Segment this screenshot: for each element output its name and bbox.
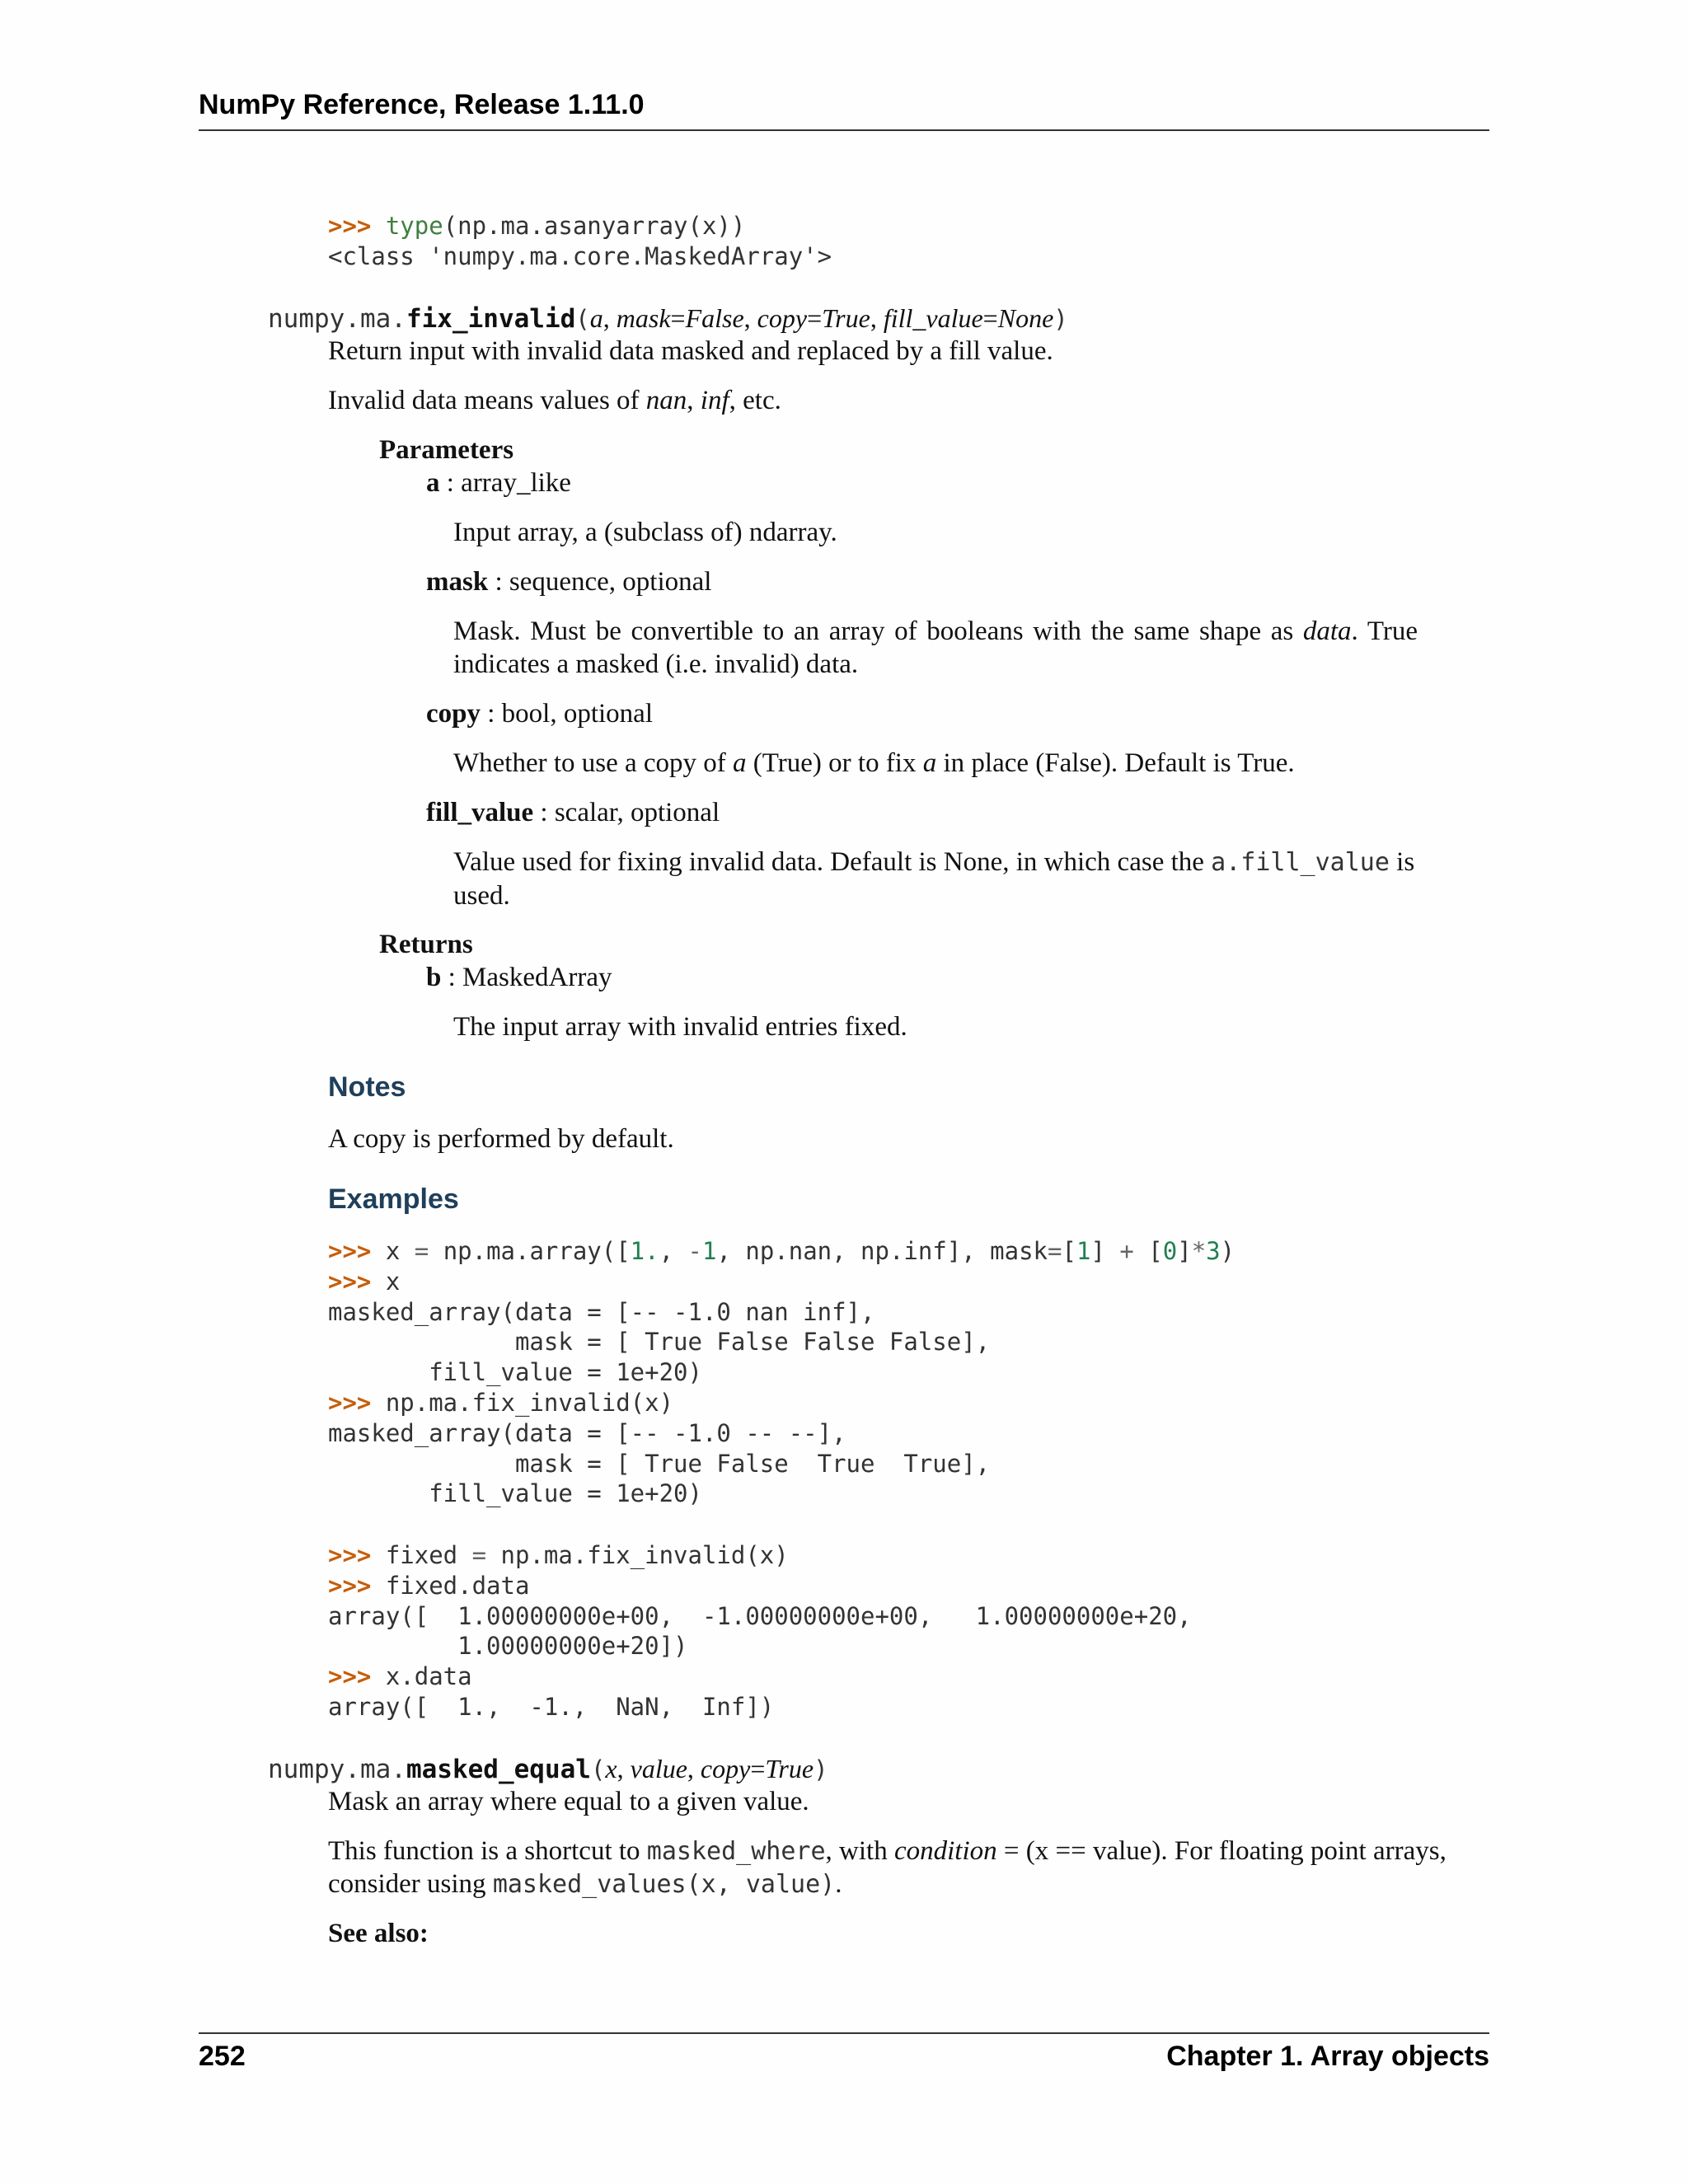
- signature-arg: fill_value: [883, 303, 983, 333]
- code-token: masked_array(data = [-- -1.0 nan inf],: [328, 1297, 875, 1326]
- return-b-description: The input array with invalid entries fixed.: [453, 1012, 907, 1042]
- invalid-data-description: Invalid data means values of nan, inf, etc.: [328, 386, 781, 415]
- code-token: array([ 1., -1., NaN, Inf]): [328, 1692, 775, 1721]
- code-token: fixed.data: [385, 1571, 530, 1600]
- code-block-examples-1: [328, 1236, 1235, 1509]
- code-token: [: [1062, 1237, 1076, 1265]
- parameters-heading: Parameters: [379, 435, 514, 465]
- examples-heading: Examples: [328, 1183, 459, 1215]
- signature-punctuation: ): [814, 1755, 828, 1783]
- code-token: array([ 1.00000000e+00, -1.00000000e+00, 1.00000000e+20,: [328, 1601, 1192, 1630]
- signature-function-name: fix_invalid: [406, 304, 576, 334]
- code-prompt: >>>: [328, 212, 386, 240]
- code-token: np.ma.fix_invalid(x): [486, 1541, 789, 1569]
- code-token: fill_value = 1e+20): [328, 1479, 702, 1508]
- code-token: np.ma.array([: [429, 1237, 631, 1265]
- code-token: ]: [1090, 1237, 1120, 1265]
- signature-default: False: [685, 303, 744, 333]
- signature-equals: =: [807, 303, 823, 333]
- signature-default: None: [997, 303, 1054, 333]
- masked-equal-summary: Mask an array where equal to a given value.: [328, 1787, 809, 1816]
- code-token: x: [385, 1237, 415, 1265]
- code-prompt: >>>: [328, 1541, 386, 1569]
- param-copy-line: copy : bool, optional: [426, 699, 653, 729]
- param-a-line: a : array_like: [426, 468, 571, 498]
- code-token: [: [1133, 1237, 1163, 1265]
- code-prompt: >>>: [328, 1237, 386, 1265]
- param-fill-value-description: Value used for fixing invalid data. Default is None, in which case the a.fill_value is used.: [453, 847, 1415, 911]
- signature-punctuation: ,: [743, 303, 757, 333]
- signature-arg: x: [605, 1754, 617, 1783]
- signature-punctuation: ,: [617, 1754, 631, 1783]
- code-token: 1: [1076, 1237, 1091, 1265]
- param-mask-line: mask : sequence, optional: [426, 567, 712, 597]
- return-b-line: b : MaskedArray: [426, 963, 612, 992]
- code-block-type-example: [328, 211, 832, 272]
- signature-module: numpy.ma.: [268, 1755, 406, 1784]
- signature-arg: copy: [700, 1754, 751, 1783]
- signature-equals: =: [982, 303, 998, 333]
- code-token: np.ma.fix_invalid(x): [385, 1388, 674, 1417]
- code-token: 3: [1206, 1237, 1221, 1265]
- code-token: <class 'numpy.ma.core.MaskedArray'>: [328, 241, 832, 270]
- param-copy-description: Whether to use a copy of a (True) or to fix a in place (False). Default is True.: [453, 748, 1295, 778]
- code-token: =: [471, 1541, 487, 1569]
- signature-punctuation: ,: [687, 1754, 701, 1783]
- code-prompt: >>>: [328, 1571, 386, 1600]
- masked-equal-description-line2: consider using masked_values(x, value).: [328, 1869, 842, 1899]
- fix-invalid-signature: [268, 303, 1068, 334]
- masked-equal-description-line1: This function is a shortcut to masked_where, with condition = (x == value). For floating point arrays,: [328, 1836, 1447, 1866]
- signature-equals: =: [670, 303, 686, 333]
- code-prompt: >>>: [328, 1388, 386, 1417]
- code-token: fixed: [385, 1541, 472, 1569]
- code-token: -: [687, 1237, 702, 1265]
- signature-punctuation: (: [575, 305, 590, 333]
- code-prompt: >>>: [328, 1267, 386, 1296]
- page-number: 252: [199, 2041, 246, 2072]
- signature-function-name: masked_equal: [406, 1755, 591, 1784]
- signature-default: True: [822, 303, 870, 333]
- code-token: 1.00000000e+20]): [328, 1632, 688, 1661]
- code-token: x: [385, 1267, 401, 1296]
- signature-arg: value: [630, 1754, 687, 1783]
- code-token: 0: [1162, 1237, 1178, 1265]
- signature-punctuation: (: [590, 1755, 606, 1783]
- code-token: 1: [701, 1237, 717, 1265]
- running-footer: [199, 2041, 1489, 2073]
- signature-punctuation: ,: [870, 303, 884, 333]
- code-token: =: [414, 1237, 429, 1265]
- code-block-examples-2: [328, 1540, 1192, 1722]
- code-prompt: >>>: [328, 1662, 386, 1691]
- notes-text: A copy is performed by default.: [328, 1124, 674, 1154]
- chapter-title: Chapter 1. Array objects: [1166, 2041, 1489, 2072]
- code-token: mask = [ True False True True],: [328, 1449, 991, 1478]
- param-mask-description: Mask. Must be convertible to an array of booleans with the same shape as data. True indicates a masked (i.e. invalid) data.: [453, 616, 1418, 679]
- code-token: +: [1119, 1237, 1134, 1265]
- see-also-heading: See also:: [328, 1919, 429, 1948]
- code-token: mask = [ True False False False],: [328, 1328, 991, 1357]
- code-token: ,: [659, 1237, 688, 1265]
- code-token: fill_value = 1e+20): [328, 1358, 702, 1387]
- signature-punctuation: ): [1053, 305, 1068, 333]
- code-token: ]: [1177, 1237, 1192, 1265]
- returns-heading: Returns: [379, 930, 473, 959]
- signature-default: True: [765, 1754, 814, 1783]
- signature-arg: a: [589, 303, 603, 333]
- running-header: NumPy Reference, Release 1.11.0: [199, 89, 645, 120]
- code-token: x.data: [385, 1662, 472, 1691]
- code-token: ): [1220, 1237, 1236, 1265]
- signature-arg: copy: [757, 303, 808, 333]
- param-fill-value-line: fill_value : scalar, optional: [426, 798, 720, 827]
- code-token: 1.: [630, 1237, 659, 1265]
- code-token: type: [385, 212, 443, 240]
- code-token: masked_array(data = [-- -1.0 -- --],: [328, 1418, 846, 1447]
- header-rule: [199, 129, 1489, 131]
- masked-equal-signature: [268, 1754, 828, 1784]
- signature-punctuation: ,: [603, 303, 617, 333]
- code-token: , np.nan, np.inf], mask: [716, 1237, 1048, 1265]
- param-a-description: Input array, a (subclass of) ndarray.: [453, 518, 837, 547]
- code-token: =: [1048, 1237, 1062, 1265]
- signature-arg: mask: [616, 303, 671, 333]
- signature-module: numpy.ma.: [268, 304, 406, 334]
- signature-equals: =: [750, 1754, 766, 1783]
- code-token: (np.ma.asanyarray(x)): [443, 212, 746, 240]
- code-token: *: [1191, 1237, 1207, 1265]
- fix-invalid-summary: Return input with invalid data masked and replaced by a fill value.: [328, 336, 1053, 366]
- notes-heading: Notes: [328, 1071, 406, 1103]
- footer-rule: [199, 2032, 1489, 2034]
